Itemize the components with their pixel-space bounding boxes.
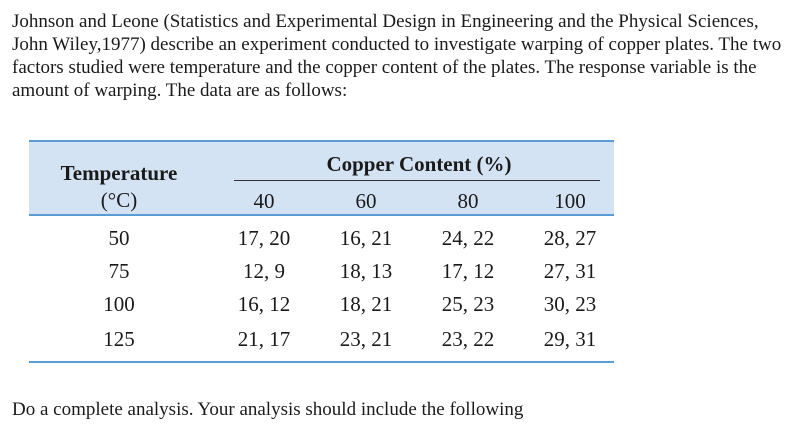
temperature-unit-header: (°C)	[100, 188, 138, 212]
table-cell: 23, 21	[339, 327, 393, 351]
warping-data-table	[29, 140, 614, 364]
column-header-100: 100	[554, 189, 586, 213]
copper-content-header: Copper Content (%)	[326, 152, 512, 176]
column-header-80: 80	[457, 189, 479, 213]
problem-intro-text: Johnson and Leone (Statistics and Experimental Design in Engineering and the Physical Sciences, John Wiley,1977) describe an experiment conducted to investigate warping of copper plates. The two factors studied were temperature and the copper content of the plates. The response variable is the amount of warping. The data are as follows:	[12, 11, 782, 101]
table-cell: 16, 12	[237, 292, 291, 316]
table-cell: 23, 22	[441, 327, 495, 351]
table-cell: 17, 12	[441, 259, 495, 283]
table-cell: 18, 21	[339, 292, 393, 316]
table-cell: 27, 31	[543, 259, 597, 283]
table-cell: 29, 31	[543, 327, 597, 351]
table-cell: 18, 13	[339, 259, 393, 283]
column-header-40: 40	[253, 189, 275, 213]
row-label-100: 100	[103, 292, 135, 316]
table-cell: 16, 21	[339, 226, 393, 250]
table-cell: 25, 23	[441, 292, 495, 316]
table-cell: 17, 20	[237, 226, 291, 250]
table-bottom-rule	[29, 361, 614, 363]
copper-header-rule	[234, 180, 600, 181]
row-label-50: 50	[108, 226, 130, 250]
table-cell: 12, 9	[243, 259, 285, 283]
temperature-header: Temperature	[60, 161, 178, 185]
table-cell: 28, 27	[543, 226, 597, 250]
row-label-125: 125	[103, 327, 135, 351]
table-cell: 30, 23	[543, 292, 597, 316]
instruction-text: Do a complete analysis. Your analysis should include the following	[12, 399, 524, 420]
table-cell: 24, 22	[441, 226, 495, 250]
row-label-75: 75	[108, 259, 130, 283]
table-cell: 21, 17	[237, 327, 291, 351]
column-header-60: 60	[355, 189, 377, 213]
